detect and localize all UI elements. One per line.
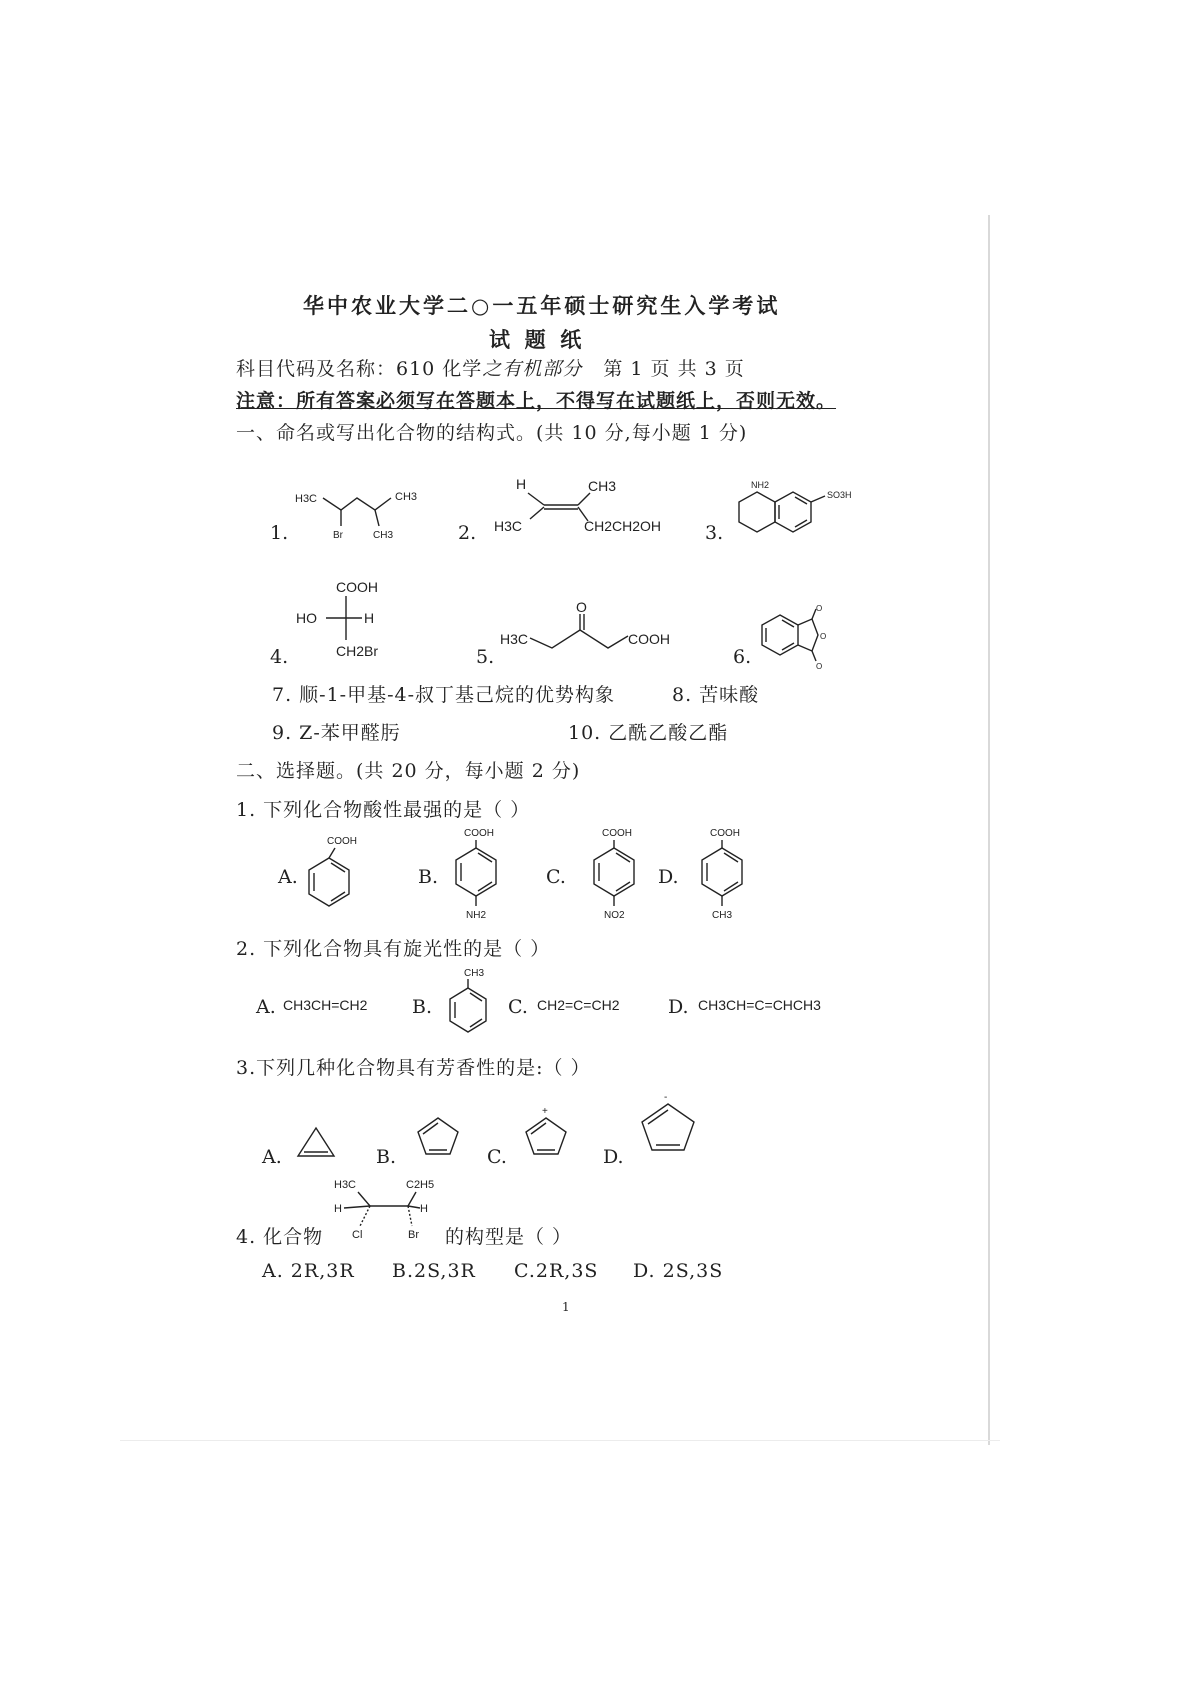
notice: 注意：所有答案必须写在答题本上，不得写在试题纸上，否则无效。 (236, 390, 837, 412)
mc1-d-structure (698, 826, 768, 926)
mc2-b-sub: CH3 (464, 968, 485, 979)
mc1-d-cooh: COOH (710, 828, 740, 839)
mc1-c-cooh: COOH (602, 828, 632, 839)
mc4-option-b: B.2S,3R (392, 1260, 476, 1282)
q5-o: O (576, 599, 587, 615)
mc3-d-charge: - (664, 1092, 668, 1103)
q2-h: H (516, 476, 527, 492)
mc1-c-structure (590, 826, 660, 926)
mc2-a-text: CH3CH=CH2 (283, 997, 368, 1013)
subject-prefix: 科目代码及名称：610 化学 (236, 358, 483, 380)
exam-subtitle: 试 题 纸 (489, 328, 582, 352)
q8-text: 8. 苦味酸 (672, 684, 760, 706)
mc4-structure (330, 1176, 450, 1246)
scan-edge-right (988, 215, 990, 1445)
q5-structure (500, 599, 690, 684)
mc2-option-a: A. (256, 996, 276, 1018)
q2-ch3-top: CH3 (588, 478, 617, 494)
mc3-option-b: B. (376, 1146, 397, 1168)
q3-nh2: NH2 (751, 480, 770, 490)
mc1-a-structure (305, 834, 385, 924)
scan-edge-bottom (120, 1440, 1000, 1441)
mc1-option-c: C. (546, 866, 566, 888)
q10-text: 10. 乙酰乙酸乙酯 (568, 722, 729, 744)
q2-h3c: H3C (494, 518, 523, 534)
mc2-c-formula (537, 993, 657, 1017)
mc4-option-a: A. 2R,3R (262, 1260, 355, 1282)
mc3-c-charge: + (542, 1106, 548, 1117)
mc1-option-d: D. (658, 866, 679, 888)
mc3-d-cyclopentadienyl-anion (638, 1090, 708, 1160)
q6-o-mid: O (820, 632, 827, 641)
mc4-h-right: H (420, 1203, 428, 1215)
q1-right-bottom: CH3 (373, 530, 394, 541)
mc4-cl: Cl (352, 1229, 363, 1241)
mc2-option-d: D. (668, 996, 689, 1018)
page-number: 1 (562, 1300, 570, 1314)
q4-h: H (364, 610, 375, 626)
mc1-c-sub: NO2 (604, 910, 625, 921)
q1-sub: Br (333, 530, 343, 541)
q2-label: 2. (458, 522, 477, 544)
mc2-d-formula (698, 993, 868, 1017)
q7-text: 7. 顺-1-甲基-4-叔丁基己烷的优势构象 (272, 684, 616, 706)
mc2-c-text: CH2=C=CH2 (537, 997, 620, 1013)
exam-title: 华中农业大学二○一五年硕士研究生入学考试 (303, 294, 781, 318)
mc1-d-sub: CH3 (712, 910, 733, 921)
mc3-option-c: C. (487, 1146, 507, 1168)
mc2-option-c: C. (508, 996, 528, 1018)
mc4-br: Br (408, 1229, 419, 1241)
q4-structure (296, 578, 406, 668)
mc3-option-a: A. (262, 1146, 282, 1168)
q1-left: H3C (295, 493, 318, 505)
mc4-h3c: H3C (334, 1179, 357, 1191)
mc1-option-a: A. (278, 866, 298, 888)
mc4-h-left: H (334, 1203, 342, 1215)
mc1-stem: 1. 下列化合物酸性最强的是（ ） (236, 799, 531, 821)
q4-ch2br: CH2Br (336, 643, 379, 659)
subject-line (236, 354, 745, 381)
mc1-b-sub: NH2 (466, 910, 487, 921)
mc1-a-cooh: COOH (327, 836, 357, 847)
q6-o-top: O (816, 604, 823, 613)
section1-heading: 一、命名或写出化合物的结构式。(共 10 分,每小题 1 分) (236, 422, 748, 444)
mc3-c-cyclopentadienyl-cation (520, 1106, 580, 1162)
mc3-stem: 3.下列几种化合物具有芳香性的是:（ ） (236, 1057, 591, 1079)
q6-structure (760, 605, 850, 675)
mc2-option-b: B. (412, 996, 433, 1018)
mc4-option-d: D. 2S,3S (633, 1260, 724, 1282)
page-info: 第 1 页 共 3 页 (603, 358, 745, 380)
q1-right-top: CH3 (395, 491, 418, 503)
mc3-a-cyclopropene (296, 1124, 346, 1164)
mc2-d-text: CH3CH=C=CHCH3 (698, 997, 821, 1013)
mc2-a-formula (283, 993, 393, 1017)
q2-structure (492, 475, 682, 545)
q4-label: 4. (270, 646, 289, 668)
mc3-option-d: D. (603, 1146, 624, 1168)
q1-structure (295, 486, 445, 556)
q6-o-bottom: O (816, 662, 823, 671)
mc2-stem: 2. 下列化合物具有旋光性的是（ ） (236, 938, 551, 960)
mc4-option-c: C.2R,3S (514, 1260, 599, 1282)
subject-handwritten: 之有机部分 (482, 358, 583, 380)
mc4-stem-prefix: 4. 化合物 (236, 1226, 324, 1248)
q9-text: 9. Z-苯甲醛肟 (272, 722, 401, 744)
q5-h3c: H3C (500, 631, 529, 647)
q5-cooh: COOH (628, 631, 670, 647)
mc4-stem-suffix: 的构型是（ ） (445, 1226, 573, 1248)
mc1-b-cooh: COOH (464, 828, 494, 839)
q1-label: 1. (270, 522, 289, 544)
q4-cooh: COOH (336, 579, 378, 595)
q3-label: 3. (705, 522, 724, 544)
q6-label: 6. (733, 646, 752, 668)
section2-heading: 二、选择题。(共 20 分，每小题 2 分) (236, 760, 581, 782)
mc4-c2h5: C2H5 (406, 1179, 435, 1191)
q3-structure (735, 478, 865, 558)
mc1-b-structure (452, 826, 522, 926)
mc1-option-b: B. (418, 866, 439, 888)
q4-ho: HO (296, 610, 317, 626)
q5-label: 5. (476, 646, 495, 668)
mc3-b-cyclopentadiene (412, 1114, 472, 1164)
q3-so3h: SO3H (827, 490, 852, 500)
q2-chain: CH2CH2OH (584, 518, 662, 534)
mc2-b-structure (444, 966, 504, 1046)
